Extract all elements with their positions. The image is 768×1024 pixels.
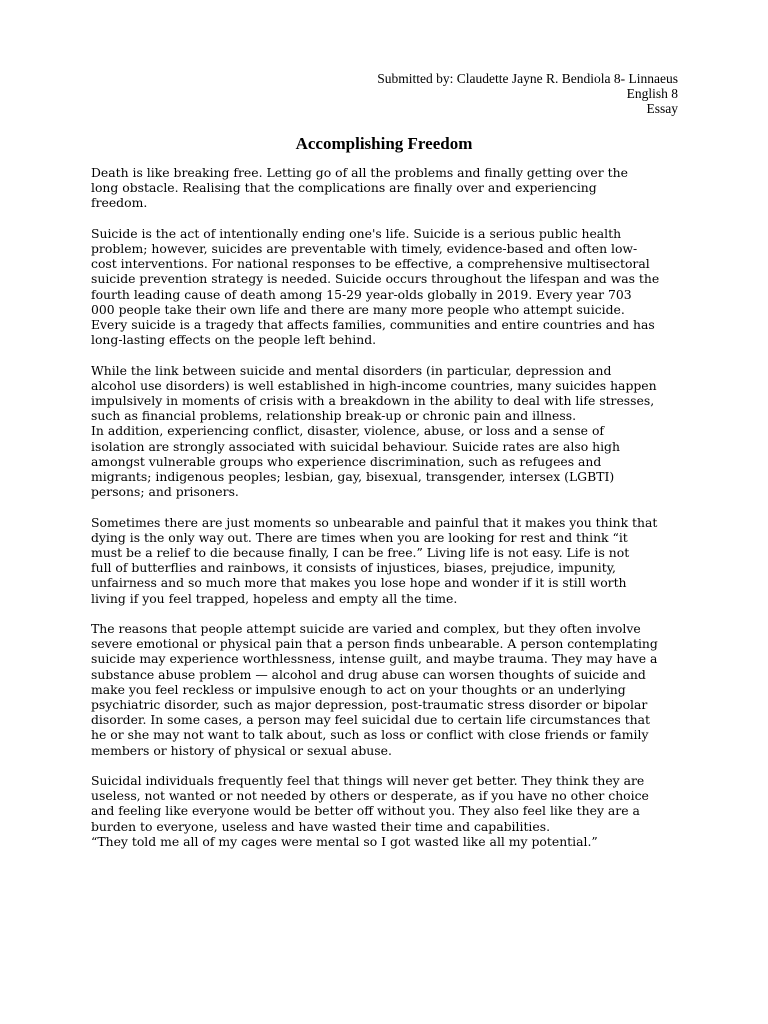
paragraph-line: long obstacle. Realising that the complications are finally over and experiencing (91, 180, 597, 196)
paragraph-line: problem; however, suicides are preventable with timely, evidence-based and often low- (91, 241, 638, 256)
paragraph-line: burden to everyone, useless and have wasted their time and capabilities. (91, 818, 551, 834)
essay-body (91, 165, 691, 864)
paragraph-line: isolation are strongly associated with suicidal behaviour. Suicide rates are also high (91, 438, 620, 454)
paragraph (91, 515, 691, 606)
paragraph-line: While the link between suicide and mental disorders (in particular, depression and (91, 362, 612, 378)
subject: English 8 (626, 86, 678, 101)
paragraph-line: freedom. (91, 195, 148, 211)
paragraph (91, 363, 691, 500)
document-type: Essay (646, 101, 678, 116)
paragraph-line: The reasons that people attempt suicide are varied and complex, but they often involve (91, 621, 641, 637)
paragraph-line: Death is like breaking free. Letting go of all the problems and finally getting over the (91, 165, 628, 180)
paragraph-line: Suicidal individuals frequently feel that things will never get better. They think they are (91, 773, 645, 789)
paragraph-line: migrants; indigenous peoples; lesbian, gay, bisexual, transgender, intersex (LGBTI) (91, 469, 615, 485)
paragraph (91, 773, 691, 849)
paragraph-line: and feeling like everyone would be better off without you. They also feel like they are a (91, 803, 640, 819)
paragraph-line: unfairness and so much more that makes you lose hope and wonder if it is still worth (91, 575, 627, 591)
paragraph-line: persons; and prisoners. (91, 484, 239, 500)
paragraph-line: Every suicide is a tragedy that affects families, communities and entire countries and has (91, 317, 655, 333)
paragraph-line: amongst vulnerable groups who experience discrimination, such as refugees and (91, 453, 602, 469)
paragraph-line: Suicide is the act of intentionally ending one's life. Suicide is a serious public health (91, 225, 622, 241)
paragraph-line: impulsively in moments of crisis with a breakdown in the ability to deal with life stresses, (91, 393, 655, 409)
paragraph (91, 165, 691, 211)
paragraph-line: such as financial problems, relationship break-up or chronic pain and illness. (91, 408, 577, 424)
paragraph-line: suicide prevention strategy is needed. Suicide occurs throughout the lifespan and was the (91, 271, 660, 287)
paragraph-line: 000 people take their own life and there are many more people who attempt suicide. (91, 301, 625, 317)
paragraph-line: alcohol use disorders) is well established in high-income countries, many suicides happen (91, 377, 657, 393)
paragraph-line: substance abuse problem — alcohol and drug abuse can worsen thoughts of suicide and (91, 666, 646, 682)
paragraph-line: disorder. In some cases, a person may feel suicidal due to certain life circumstances that (91, 712, 651, 728)
paragraph-line: cost interventions. For national responses to be effective, a comprehensive multisectoral (91, 256, 650, 272)
paragraph (91, 226, 691, 348)
paragraph-line: psychiatric disorder, such as major depression, post-traumatic stress disorder or bipolar (91, 697, 648, 713)
paragraph-line: living if you feel trapped, hopeless and empty all the time. (91, 590, 458, 606)
paragraph-line: must be a relief to die because finally, I can be free.” Living life is not easy. Life is not (91, 545, 630, 561)
submitted-by: Submitted by: Claudette Jayne R. Bendiola 8- Linnaeus (377, 71, 678, 86)
submission-header (158, 71, 678, 116)
paragraph-line: severe emotional or physical pain that a person finds unbearable. A person contemplating (91, 636, 658, 652)
paragraph-line: he or she may not want to talk about, such as loss or conflict with close friends or family (91, 727, 649, 743)
paragraph-line: dying is the only way out. There are times when you are looking for rest and think “it (91, 529, 628, 545)
essay-title: Accomplishing Freedom (295, 134, 473, 153)
paragraph-line: useless, not wanted or not needed by others or desperate, as if you have no other choice (91, 788, 649, 804)
paragraph-line: Sometimes there are just moments so unbearable and painful that it makes you think that (91, 514, 658, 530)
paragraph (91, 621, 691, 758)
paragraph-line: suicide may experience worthlessness, intense guilt, and maybe trauma. They may have a (91, 651, 658, 667)
paragraph-line: members or history of physical or sexual abuse. (91, 742, 392, 758)
paragraph-line: full of butterflies and rainbows, it consists of injustices, biases, prejudice, impunity, (91, 560, 616, 576)
paragraph-line: In addition, experiencing conflict, disaster, violence, abuse, or loss and a sense of (91, 423, 605, 439)
paragraph-line: fourth leading cause of death among 15-29 year-olds globally in 2019. Every year 703 (91, 286, 632, 302)
paragraph-line: “They told me all of my cages were mental so I got wasted like all my potential.” (91, 833, 598, 849)
paragraph-line: long-lasting effects on the people left behind. (91, 332, 377, 348)
paragraph-line: make you feel reckless or impulsive enough to act on your thoughts or an underlying (91, 681, 626, 697)
